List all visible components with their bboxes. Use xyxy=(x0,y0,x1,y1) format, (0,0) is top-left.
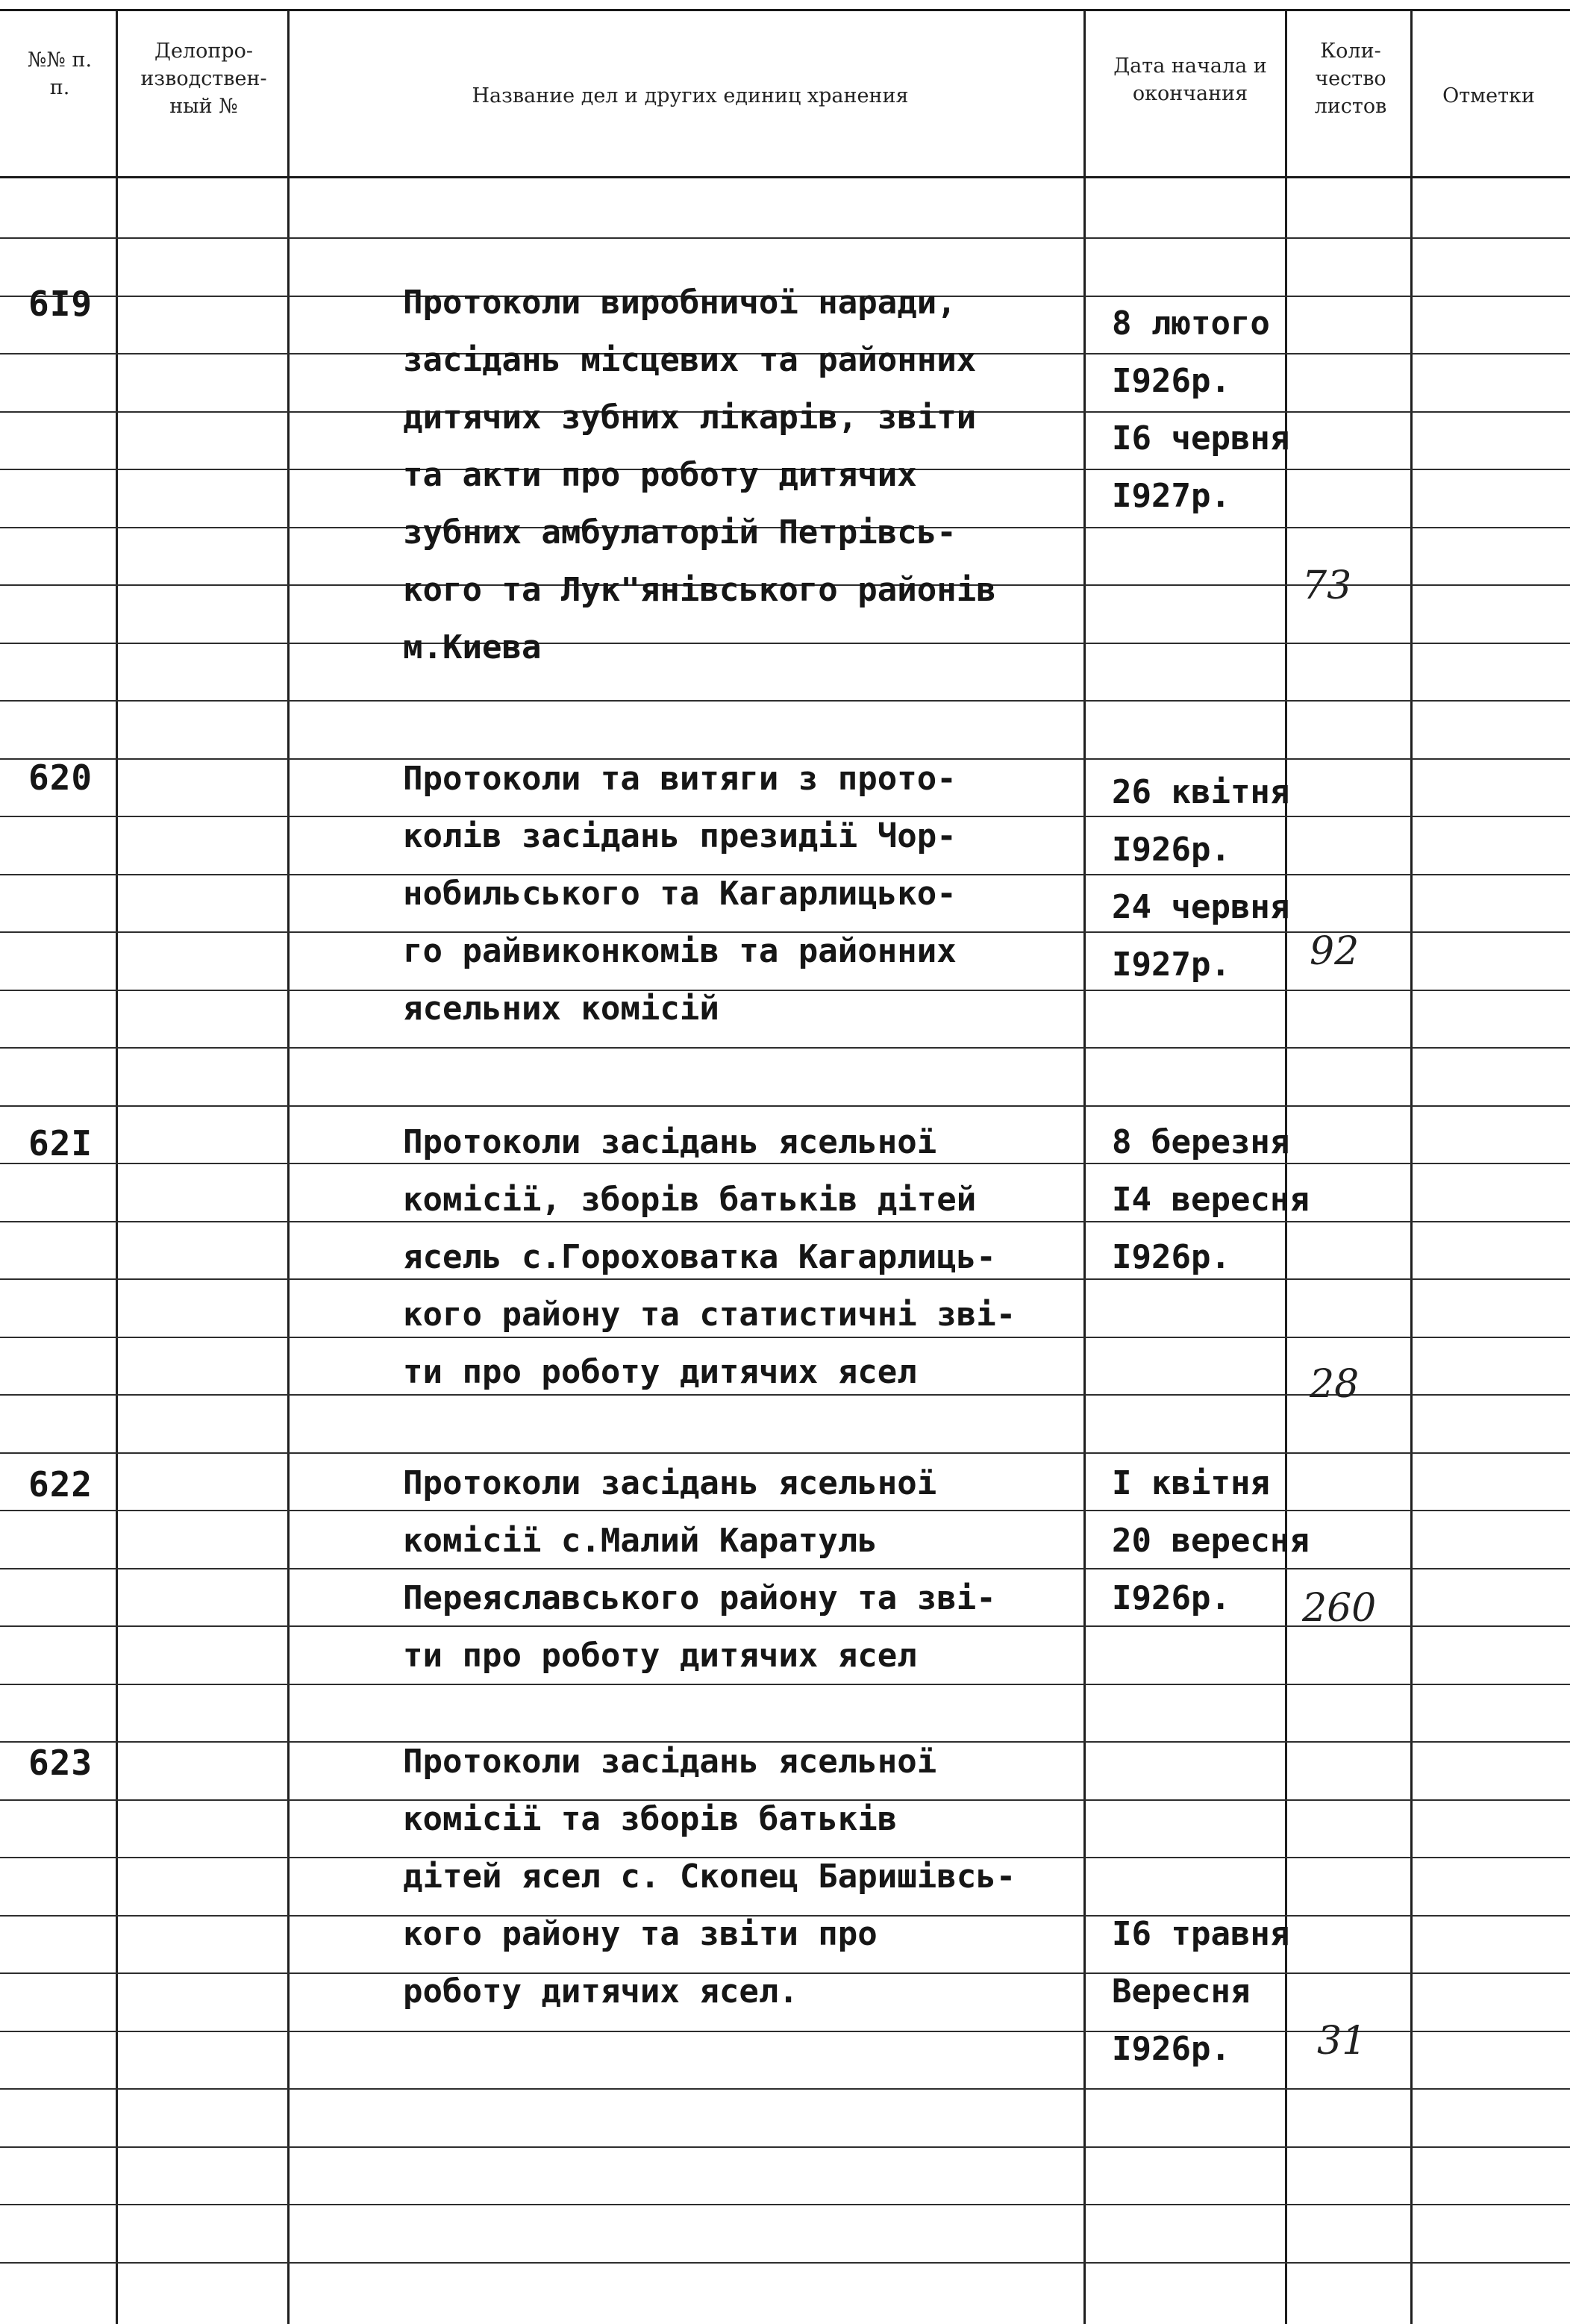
record-sheet-count: 28 xyxy=(1310,1362,1360,1407)
record-title-line: роботу дитячих ясел. xyxy=(403,1972,798,2011)
record-title-line: нобильського та Кагарлицько- xyxy=(403,875,957,913)
record-title-line: Протоколи засідань ясельної xyxy=(403,1123,937,1161)
record-title-line: Протоколи засідань ясельної xyxy=(403,1743,937,1781)
record-date-line: I квітня xyxy=(1112,1464,1270,1502)
column-divider-5 xyxy=(1410,10,1413,2324)
record-title-line: кого району та статистичні зві- xyxy=(403,1296,1016,1334)
record-sheet-count: 31 xyxy=(1317,2019,1367,2064)
header-col-title: Название дел и других единиц хранения xyxy=(472,84,909,107)
record-number: 623 xyxy=(28,1743,93,1783)
record-date-line: 24 червня xyxy=(1112,888,1290,926)
record-number: 62I xyxy=(28,1123,93,1163)
row-rule xyxy=(0,1337,1570,1338)
header-top-rule xyxy=(0,9,1570,11)
record-date-line: 20 вересня xyxy=(1112,1522,1310,1560)
record-title-line: Протоколи виробничої наради, xyxy=(403,284,957,322)
record-title-line: ти про роботу дитячих ясел xyxy=(403,1637,917,1675)
record-title-line: колів засідань президії Чор- xyxy=(403,817,957,855)
record-date-line: Вересня xyxy=(1112,1972,1251,2011)
record-title-line: комісії та зборів батьків xyxy=(403,1800,898,1838)
record-title-line: дітей ясел с. Скопец Баришівсь- xyxy=(403,1858,1016,1896)
row-rule xyxy=(0,1684,1570,1685)
record-title-line: зубних амбулаторій Петрівсь- xyxy=(403,513,957,552)
record-number: 622 xyxy=(28,1464,93,1505)
record-title-line: та акти про роботу дитячих xyxy=(403,456,917,494)
record-date-line: I6 травня xyxy=(1112,1915,1290,1953)
record-date-line: I926р. xyxy=(1112,1238,1230,1276)
record-sheet-count: 92 xyxy=(1310,929,1360,974)
record-title-line: дитячих зубних лікарів, звіти xyxy=(403,399,977,437)
record-title-line: комісії с.Малий Каратуль xyxy=(403,1522,878,1560)
record-date-line: 8 лютого xyxy=(1112,304,1270,343)
record-title-line: Протоколи та витяги з прото- xyxy=(403,760,957,798)
row-rule xyxy=(0,1278,1570,1280)
row-rule xyxy=(0,643,1570,644)
row-rule xyxy=(0,237,1570,239)
record-date-line: I926р. xyxy=(1112,2030,1230,2068)
record-number: 620 xyxy=(28,758,93,798)
record-title-line: комісії, зборів батьків дітей xyxy=(403,1181,977,1219)
record-sheet-count: 260 xyxy=(1302,1586,1377,1631)
header-col-office-num: Делопро- изводствен- ный № xyxy=(140,40,267,118)
row-rule xyxy=(0,2204,1570,2205)
header-col-sheets: Коли- чество листов xyxy=(1314,40,1387,118)
header-col-notes: Отметки xyxy=(1442,84,1535,107)
row-rule xyxy=(0,1105,1570,1107)
row-rule xyxy=(0,1568,1570,1569)
row-rule xyxy=(0,2262,1570,2264)
record-title-line: ясельних комісій xyxy=(403,990,719,1028)
record-title-line: кого району та звіти про xyxy=(403,1915,878,1953)
record-date-line: I927р. xyxy=(1112,477,1230,515)
record-title-line: м.Киева xyxy=(403,628,542,666)
header-bottom-rule xyxy=(0,176,1570,178)
column-divider-3 xyxy=(1083,10,1086,2324)
row-rule xyxy=(0,700,1570,702)
column-divider-2 xyxy=(287,10,290,2324)
record-title-line: кого та Лук"янівського районів xyxy=(403,571,996,609)
row-rule xyxy=(0,1452,1570,1454)
row-rule xyxy=(0,1510,1570,1511)
header-col-num: №№ п. п. xyxy=(27,49,93,99)
record-title-line: ясель с.Гороховатка Кагарлиць- xyxy=(403,1238,996,1276)
record-title-line: ти про роботу дитячих ясел xyxy=(403,1353,917,1391)
record-date-line: I926р. xyxy=(1112,362,1230,400)
header-col-dates: Дата начала и окончания xyxy=(1113,54,1267,105)
record-title-line: Протоколи засідань ясельної xyxy=(403,1464,937,1502)
record-date-line: I4 вересня xyxy=(1112,1181,1310,1219)
row-rule xyxy=(0,1047,1570,1049)
row-rule xyxy=(0,2146,1570,2148)
record-date-line: I926р. xyxy=(1112,831,1230,869)
record-date-line: 26 квітня xyxy=(1112,773,1290,811)
row-rule xyxy=(0,1163,1570,1164)
record-date-line: I6 червня xyxy=(1112,419,1290,457)
record-number: 6I9 xyxy=(28,284,93,324)
column-divider-1 xyxy=(116,10,118,2324)
column-divider-4 xyxy=(1285,10,1287,2324)
record-sheet-count: 73 xyxy=(1302,563,1352,608)
record-title-line: засідань місцевих та районних xyxy=(403,341,977,379)
row-rule xyxy=(0,990,1570,991)
row-rule xyxy=(0,2088,1570,2090)
record-title-line: Переяславського району та зві- xyxy=(403,1579,996,1617)
record-title-line: го райвиконкомів та районних xyxy=(403,932,957,970)
row-rule xyxy=(0,1221,1570,1222)
record-date-line: 8 березня xyxy=(1112,1123,1290,1161)
record-date-line: I926р. xyxy=(1112,1579,1230,1617)
record-date-line: I927р. xyxy=(1112,946,1230,984)
